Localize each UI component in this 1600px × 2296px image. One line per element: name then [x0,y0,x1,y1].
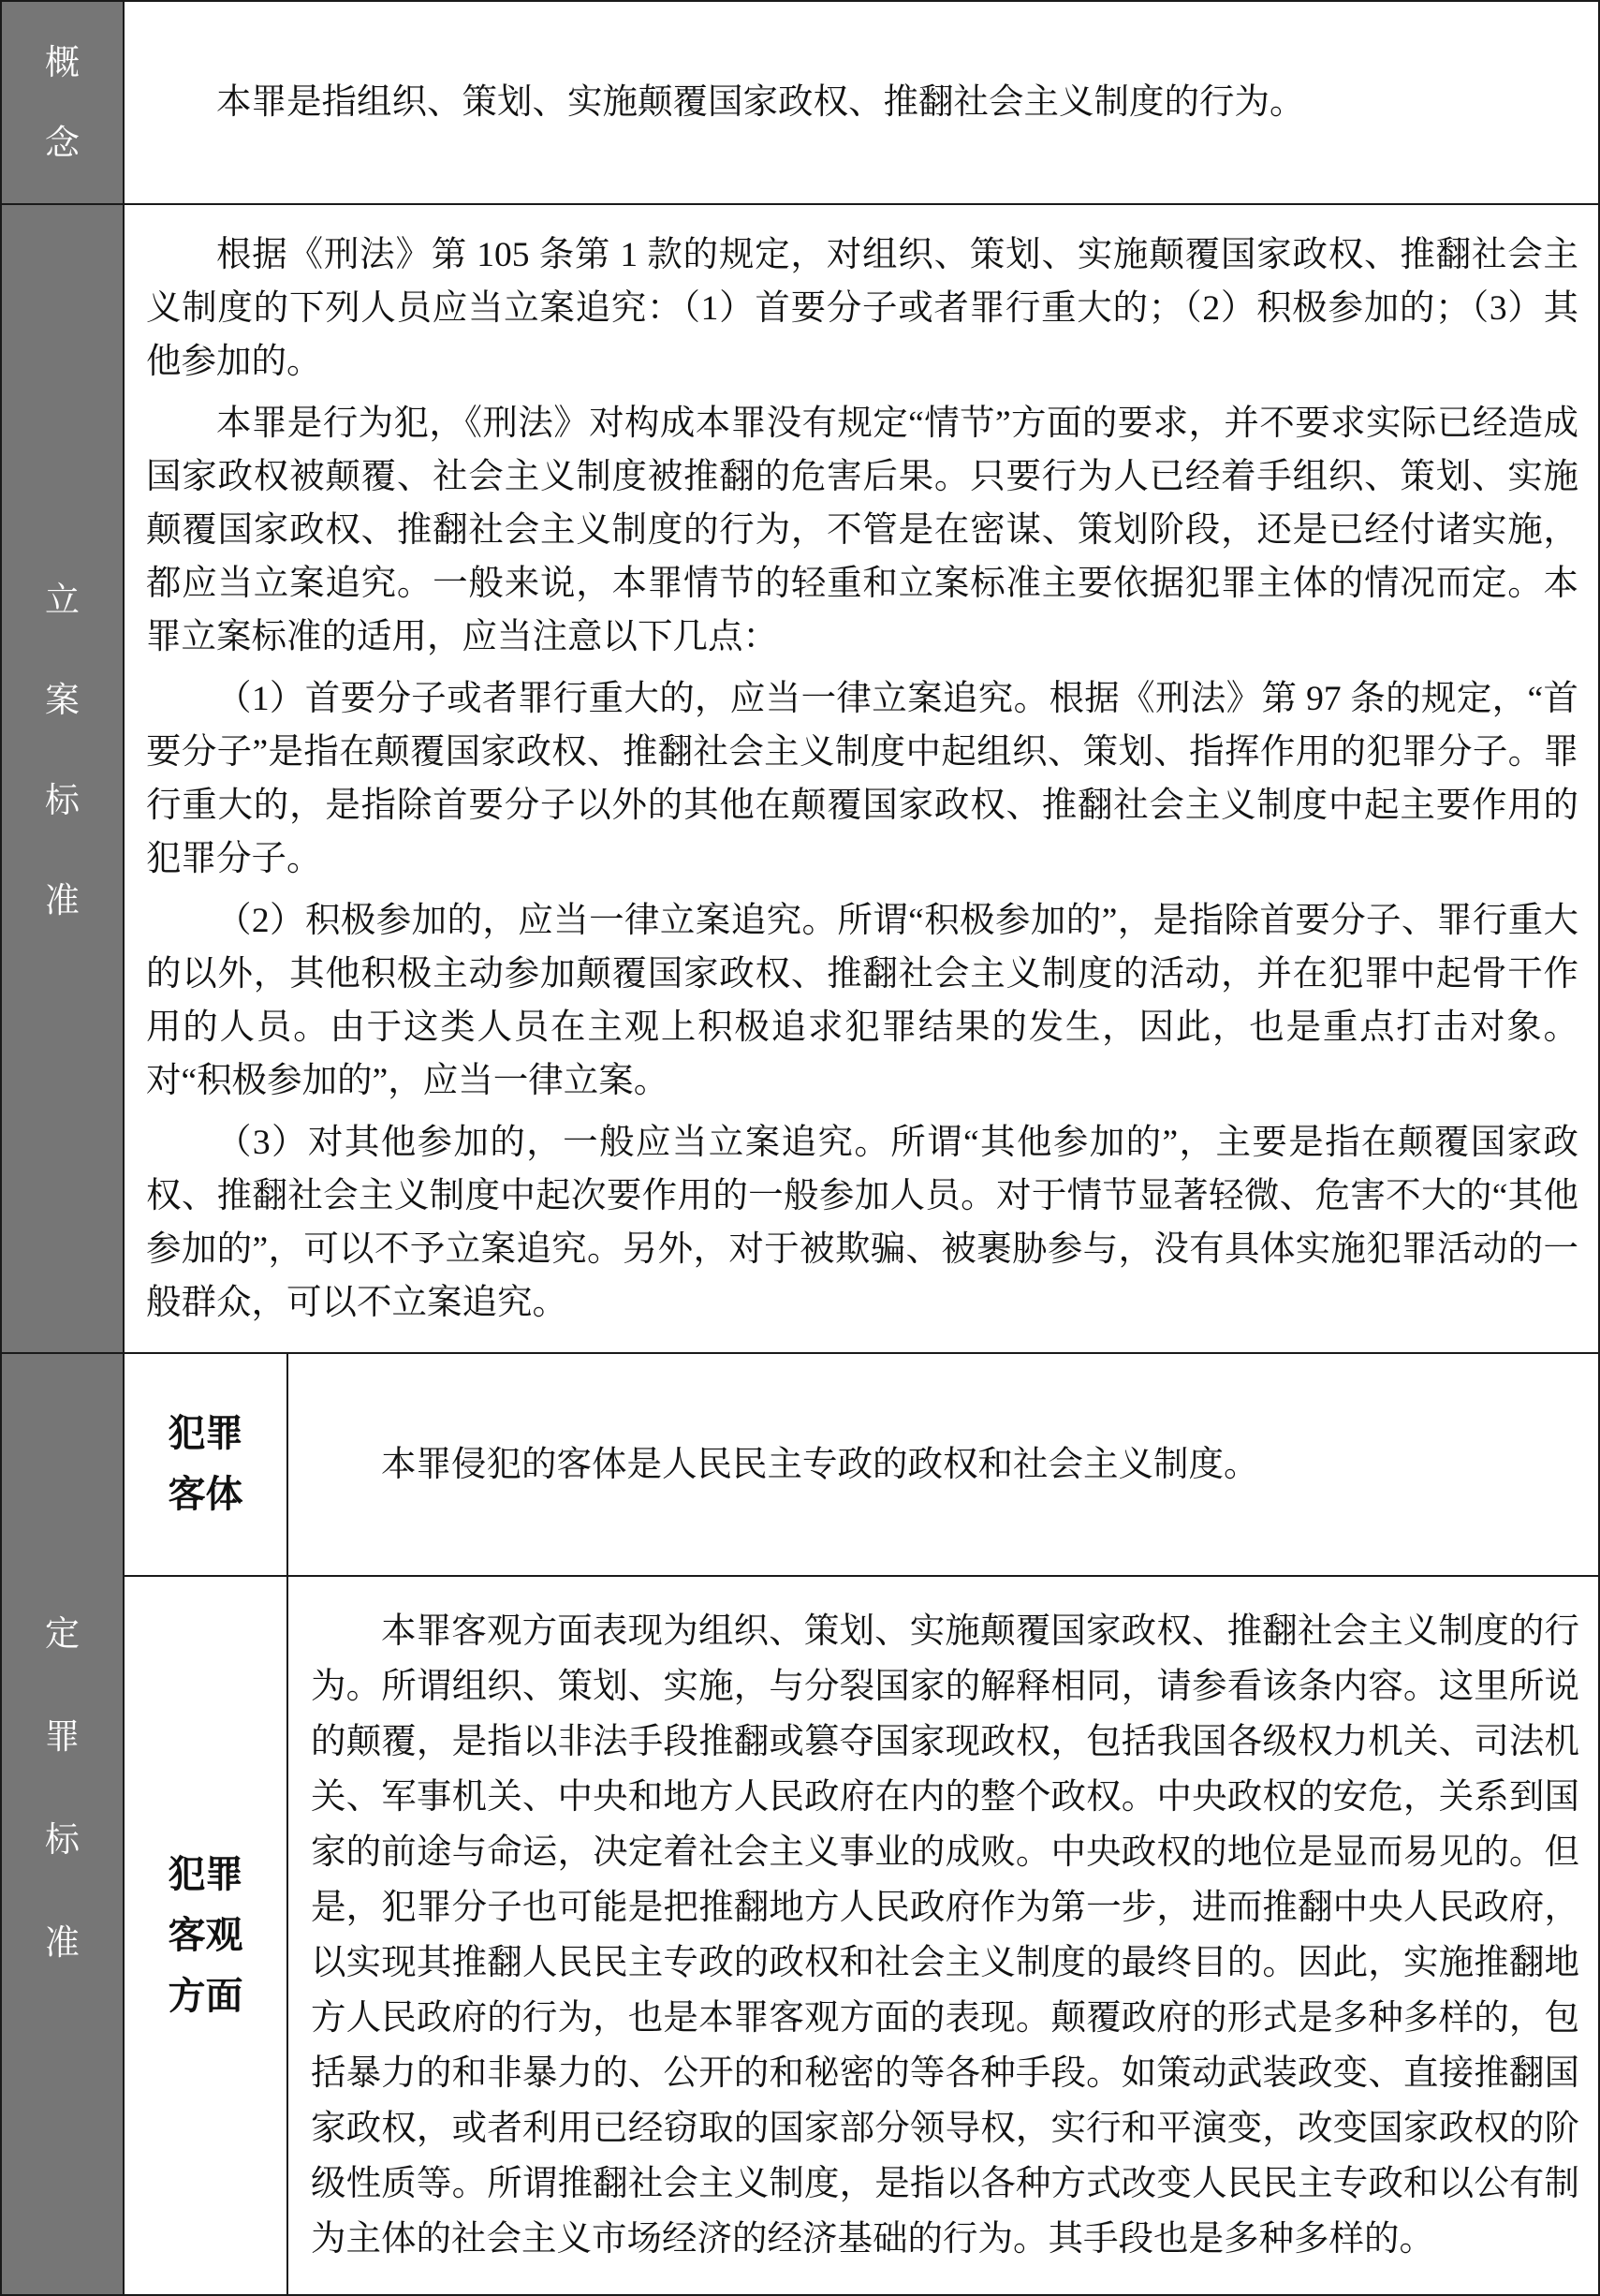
crime-object-text: 本罪侵犯的客体是人民民主专政的政权和社会主义制度。 [381,1445,1259,1484]
objective-aspect-text: 本罪客观方面表现为组织、策划、实施颠覆国家政权、推翻社会主义制度的行为。所谓组织、策划、实施，与分裂国家的解释相同，请参看该条内容。这里所说的颠覆，是指以非法手段推翻或篡夺国家现政权，包括我国各级权力机关、司法机关、军事机关、中央和地方人民政府在内的整个政权。中央政权的安危，关系到国家的前途与命运，决定着社会主义事业的成败。中央政权的地位是显而易见的。但是，犯罪分子也可能是把推翻地方人民政府作为第一步，进而推翻中央人民政府，以实现其推翻人民民主专政的政权和社会主义制度的最终目的。因此，实施推翻地方人民政府的行为，也是本罪客观方面的表现。颠覆政府的形式是多种多样的，包括暴力的和非暴力的、公开的和秘密的等各种手段。如策动武装政变、直接推翻国家政权，或者利用已经窃取的国家部分领导权，实行和平演变，改变国家政权的阶级性质等。所谓推翻社会主义制度，是指以各种方式改变人民民主专政和以公有制为主体的社会主义市场经济的经济基础的行为。其手段也是多种多样的。 [311,1612,1579,2259]
row-label-char: 准 [45,879,80,920]
row-label-char: 罪 [45,1716,80,1757]
row-label-char: 标 [45,1819,80,1860]
sublabel-crime-object [125,1354,288,1577]
row-label-char: 念 [45,122,80,163]
filing-paragraph: （1）首要分子或者罪行重大的，应当一律立案追究。根据《刑法》第 97 条的规定，“首要分子”是指在颠覆国家政权、推翻社会主义制度中起组织、策划、指挥作用的犯罪分子。罪行重大的，是指除首要分子以外的其他在颠覆国家政权、推翻社会主义制度中起主要作用的犯罪分子。 [146,679,1578,878]
sublabel-line: 方面 [168,1974,243,2018]
filing-paragraph: 本罪是行为犯，《刑法》对构成本罪没有规定“情节”方面的要求，并不要求实际已经造成国家政权被颠覆、社会主义制度被推翻的危害后果。只要行为人已经着手组织、策划、实施颠覆国家政权、推翻社会主义制度的行为，不管是在密谋、策划阶段，还是已经付诸实施，都应当立案追究。一般来说，本罪情节的轻重和立案标准主要依据犯罪主体的情况而定。本罪立案标准的适用，应当注意以下几点： [146,404,1578,656]
crime-object-cell [288,1354,1600,1577]
row-label-char: 概 [45,41,80,82]
concept-text: 本罪是指组织、策划、实施颠覆国家政权、推翻社会主义制度的行为。 [216,83,1305,122]
filing-standard-cell [125,205,1600,1354]
sublabel-line: 客观 [168,1913,243,1957]
objective-aspect-cell [288,1577,1600,2296]
filing-paragraph: （2）积极参加的，应当一律立案追究。所谓“积极参加的”，是指除首要分子、罪行重大的以外，其他积极主动参加颠覆国家政权、推翻社会主义制度的活动，并在犯罪中起骨干作用的人员。由于这类人员在主观上积极追求犯罪结果的发生，因此，也是重点打击对象。对“积极参加的”，应当一律立案。 [146,901,1578,1100]
filing-paragraph: 根据《刑法》第 105 条第 1 款的规定，对组织、策划、实施颠覆国家政权、推翻社会主义制度的下列人员应当立案追究：（1）首要分子或者罪行重大的；（2）积极参加的；（3）其他参加的。 [146,235,1578,381]
row-label-concept [2,2,125,205]
row-label-conviction-standard [2,1354,125,2296]
row-label-char: 立 [45,579,80,620]
sublabel-line: 犯罪 [168,1412,243,1455]
row-label-char: 标 [45,779,80,820]
row-label-char: 定 [45,1613,80,1654]
sublabel-line: 犯罪 [168,1852,243,1896]
filing-paragraph: （3）对其他参加的，一般应当立案追究。所谓“其他参加的”，主要是指在颠覆国家政权、推翻社会主义制度中起次要作用的一般参加人员。对于情节显著轻微、危害不大的“其他参加的”，可以不予立案追究。另外，对于被欺骗、被裹胁参与，没有具体实施犯罪活动的一般群众，可以不立案追究。 [146,1123,1578,1322]
row-label-filing-standard [2,205,125,1354]
sublabel-objective-aspect [125,1577,288,2296]
row-label-char: 准 [45,1922,80,1963]
row-label-char: 案 [45,679,80,720]
concept-cell [125,2,1600,205]
sublabel-line: 客体 [168,1473,243,1516]
